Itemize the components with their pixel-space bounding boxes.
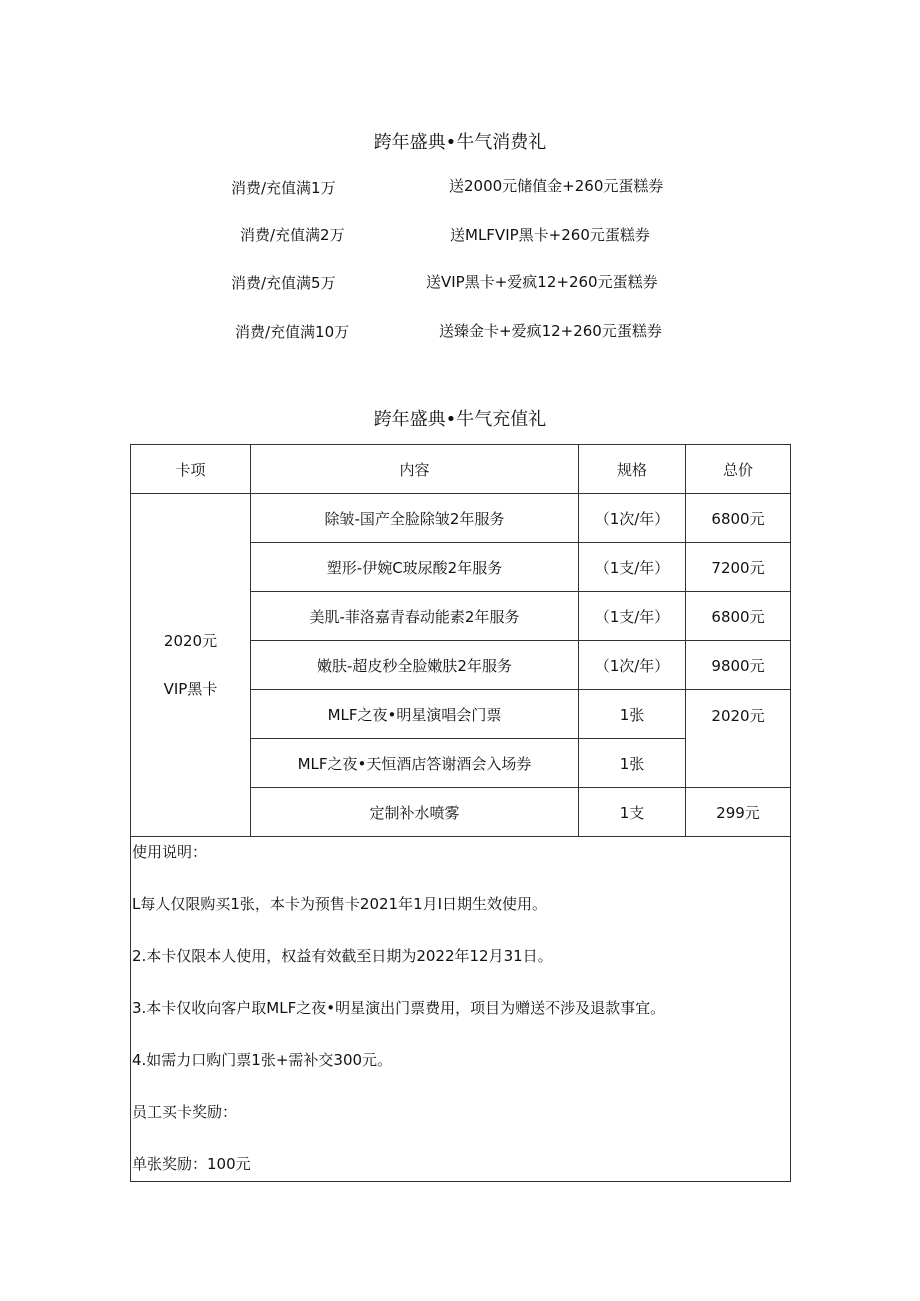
note-reward-heading: 员工买卡奖励：: [132, 1103, 238, 1121]
table-row: [131, 494, 791, 543]
condition-4: 消费/充值满10万: [235, 323, 350, 341]
header-card: 卡项: [131, 445, 251, 494]
row-spec: 1张: [579, 690, 686, 739]
note-item-4: 4.如需力口购门票1张+需补交300元。: [132, 1051, 393, 1069]
row-content: MLF之夜•明星演唱会门票: [251, 690, 579, 739]
row-content: 定制补水喷雾: [251, 788, 579, 837]
note-item-2: 2.本卡仅限本人使用，权益有效截至日期为2022年12月31日。: [132, 947, 553, 965]
row-content: 除皱-国产全脸除皱2年服务: [251, 494, 579, 543]
row-price: 299元: [686, 788, 791, 837]
header-price: 总价: [686, 445, 791, 494]
notes-cell: [131, 837, 791, 1182]
row-spec: （1次/年）: [579, 641, 686, 690]
row-price: 6800元: [686, 592, 791, 641]
row-content: 塑形-伊婉C玻尿酸2年服务: [251, 543, 579, 592]
condition-3: 消费/充值满5万: [231, 274, 336, 292]
row-content: MLF之夜•天恒酒店答谢酒会入场券: [251, 739, 579, 788]
note-usage-heading: 使用说明：: [132, 843, 208, 861]
row-price: 7200元: [686, 543, 791, 592]
consumption-title: 跨年盛典•牛气消费礼: [373, 132, 547, 153]
row-price: 6800元: [686, 494, 791, 543]
gift-1: 送2000元储值金+260元蛋糕券: [449, 177, 664, 195]
row-content: 美肌-菲洛嘉青春动能素2年服务: [251, 592, 579, 641]
gift-3: 送VIP黑卡+爱疯12+260元蛋糕券: [426, 273, 658, 291]
row-price: 9800元: [686, 641, 791, 690]
note-item-3: 3.本卡仅收向客户取MLF之夜•明星演出门票费用，项目为赠送不涉及退款事宜。: [132, 999, 666, 1017]
gift-2: 送MLFVIP黑卡+260元蛋糕券: [450, 226, 650, 244]
row-spec: 1支: [579, 788, 686, 837]
row-spec: （1支/年）: [579, 543, 686, 592]
condition-2: 消费/充值满2万: [240, 226, 345, 244]
card-price: 2020元: [163, 632, 218, 650]
card-name: VIP黑卡: [163, 680, 218, 698]
notes-row: [131, 837, 791, 1182]
row-price: 2020元: [686, 690, 791, 788]
note-reward-amount: 单张奖励：100元: [132, 1155, 251, 1173]
recharge-title: 跨年盛典•牛气充值礼: [373, 409, 547, 430]
row-content: 嫩肤-超皮秒全脸嫩肤2年服务: [251, 641, 579, 690]
condition-1: 消费/充值满1万: [231, 179, 336, 197]
header-spec: 规格: [579, 445, 686, 494]
row-spec: （1次/年）: [579, 494, 686, 543]
header-content: 内容: [251, 445, 579, 494]
gift-4: 送臻金卡+爱疯12+260元蛋糕券: [439, 322, 662, 340]
note-item-1: L每人仅限购买1张，本卡为预售卡2021年1月I日期生效使用。: [132, 895, 548, 913]
table-header-row: [131, 445, 791, 494]
row-spec: 1张: [579, 739, 686, 788]
recharge-table: [130, 444, 791, 1182]
card-cell: [131, 494, 251, 837]
row-spec: （1支/年）: [579, 592, 686, 641]
